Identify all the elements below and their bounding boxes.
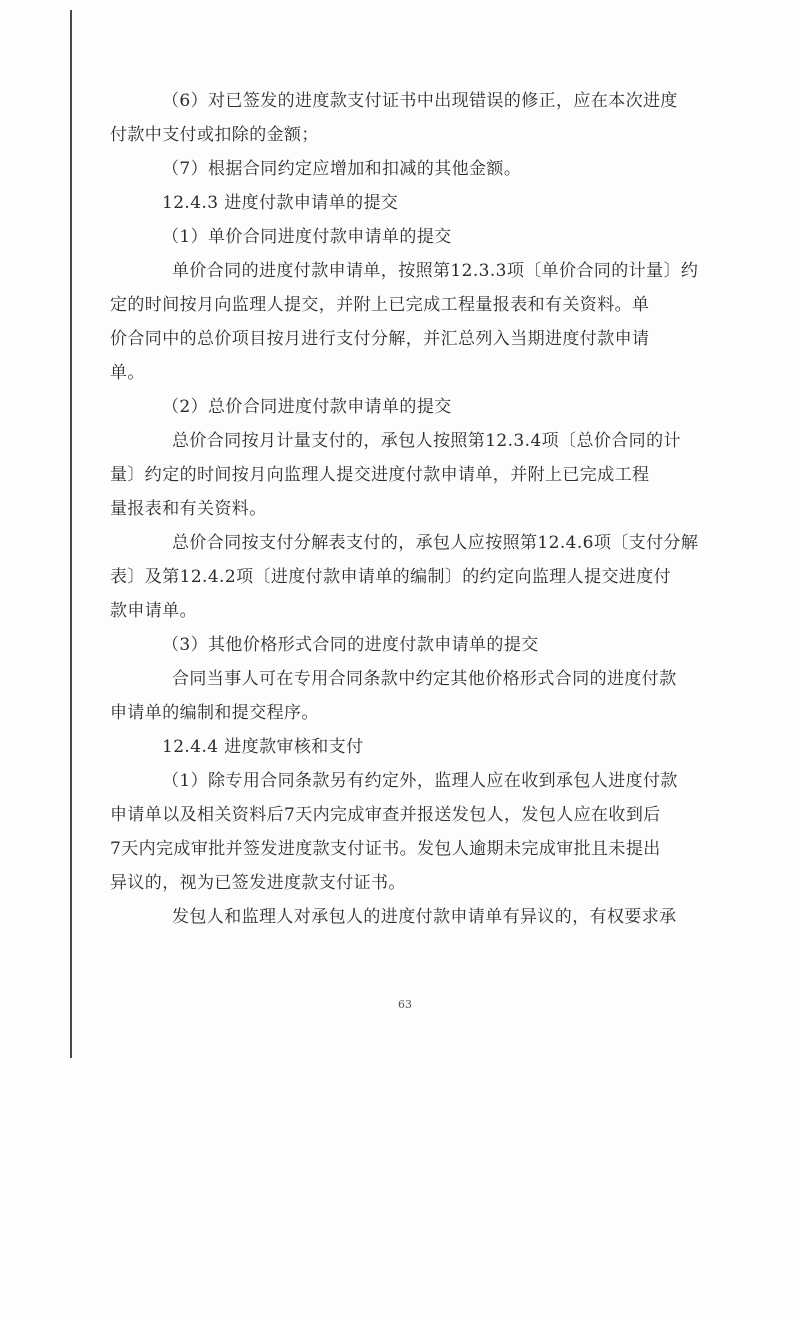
text-line: 定的时间按月向监理人提交，并附上已完成工程量报表和有关资料。单 (110, 295, 650, 315)
text-line: 量报表和有关资料。 (110, 499, 267, 519)
text-line: 总价合同按支付分解表支付的，承包人应按照第12.4.6项〔支付分解 (172, 533, 699, 553)
text-line: 表〕及第12.4.2项〔进度付款申请单的编制〕的约定向监理人提交进度付 (110, 567, 672, 587)
text-line: 申请单以及相关资料后7天内完成审查并报送发包人，发包人应在收到后 (110, 805, 661, 825)
text-line: 价合同中的总价项目按月进行支付分解，并汇总列入当期进度付款申请 (110, 329, 650, 349)
text-line: 付款中支付或扣除的金额； (110, 125, 319, 145)
text-line: （1）除专用合同条款另有约定外，监理人应在收到承包人进度付款 (162, 771, 678, 791)
text-line: 合同当事人可在专用合同条款中约定其他价格形式合同的进度付款 (172, 669, 677, 689)
text-line: 发包人和监理人对承包人的进度付款申请单有异议的，有权要求承 (172, 907, 677, 927)
text-line: 款申请单。 (110, 601, 197, 621)
text-line: 单。 (110, 363, 145, 383)
text-line: 量〕约定的时间按月向监理人提交进度付款申请单，并附上已完成工程 (110, 465, 650, 485)
text-line: 总价合同按月计量支付的，承包人按照第12.3.4项〔总价合同的计 (172, 431, 681, 451)
binding-line (70, 10, 72, 1058)
subsection-heading: （2）总价合同进度付款申请单的提交 (162, 397, 452, 417)
subsection-heading: （1）单价合同进度付款申请单的提交 (162, 227, 452, 247)
section-heading: 12.4.4 进度款审核和支付 (162, 737, 364, 757)
document-page (110, 84, 720, 934)
text-line: （6）对已签发的进度款支付证书中出现错误的修正，应在本次进度 (162, 91, 678, 111)
page-number: 63 (398, 998, 412, 1011)
subsection-heading: （3）其他价格形式合同的进度付款申请单的提交 (162, 635, 539, 655)
text-line: 异议的，视为已签发进度款支付证书。 (110, 873, 406, 893)
text-line: 单价合同的进度付款申请单，按照第12.3.3项〔单价合同的计量〕约 (172, 261, 699, 281)
text-line: 申请单的编制和提交程序。 (110, 703, 319, 723)
text-line: （7）根据合同约定应增加和扣减的其他金额。 (162, 159, 522, 179)
section-heading: 12.4.3 进度付款申请单的提交 (162, 193, 399, 213)
text-line: 7天内完成审批并签发进度款支付证书。发包人逾期未完成审批且未提出 (110, 839, 661, 859)
